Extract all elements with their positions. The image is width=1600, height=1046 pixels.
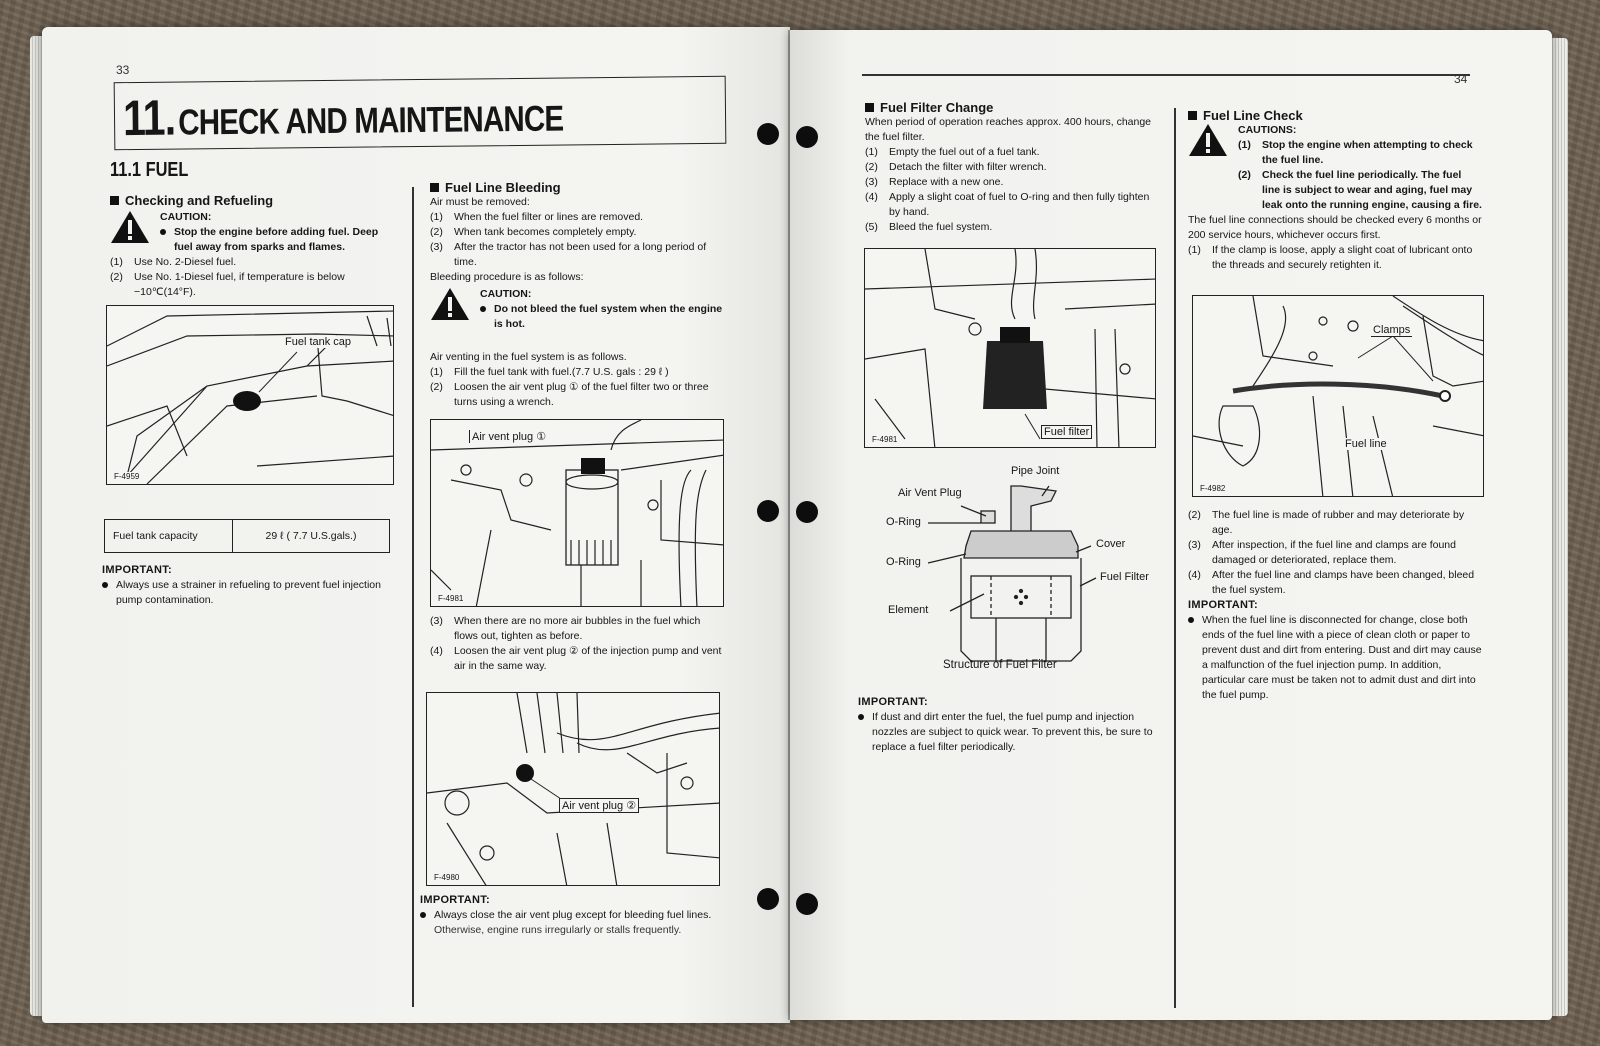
fuel-line-engine-illustration xyxy=(1193,296,1484,497)
caution-label: CAUTION: xyxy=(160,211,212,223)
square-bullet-icon xyxy=(430,183,439,192)
bullet-icon xyxy=(858,714,864,720)
label-pipe-joint: Pipe Joint xyxy=(1011,465,1060,477)
figure-id: F-4982 xyxy=(1200,484,1226,493)
important-text: Always use a strainer in refueling to prevent fuel injection pump contamination. xyxy=(116,579,381,606)
page-number: 33 xyxy=(116,63,130,77)
section-heading: Checking and Refueling xyxy=(110,193,398,208)
section-title: 11.1 FUEL xyxy=(110,159,189,181)
chapter-text: CHECK AND MAINTENANCE xyxy=(177,97,564,143)
square-bullet-icon xyxy=(110,196,119,205)
page-number: 34 xyxy=(1454,72,1468,86)
label-air-vent-plug: Air Vent Plug xyxy=(898,487,962,499)
callout-fuel-line: Fuel line xyxy=(1345,438,1387,450)
intro-text: When period of operation reaches approx. 400 hours, change the fuel filter. xyxy=(865,116,1152,143)
important-block xyxy=(102,563,392,608)
chapter-header xyxy=(114,76,727,150)
chapter-number: 11. xyxy=(122,89,176,147)
cautions-label: CAUTIONS: xyxy=(1238,124,1297,136)
bullet-icon xyxy=(420,912,426,918)
warning-triangle-icon xyxy=(1188,123,1228,157)
important-label: IMPORTANT: xyxy=(858,696,929,708)
binder-hole xyxy=(757,888,779,910)
important-note: Otherwise, engine runs irregularly or stalls frequently. xyxy=(434,924,682,936)
binder-hole xyxy=(757,500,779,522)
column-divider xyxy=(412,187,414,1007)
bullet-icon xyxy=(102,582,108,588)
capacity-value: 29 ℓ ( 7.7 U.S.gals.) xyxy=(233,520,390,553)
warning-triangle-icon xyxy=(430,287,470,321)
capacity-table xyxy=(104,519,390,553)
steps-list: (1) Use No. 2-Diesel fuel. (2) Use No. 1-Diesel fuel, if temperature is below −10℃(14°F). xyxy=(110,256,345,298)
callout-air-vent-plug-1: Air vent plug ① xyxy=(469,430,548,443)
label-element: Element xyxy=(888,604,929,616)
callout-fuel-tank-cap: Fuel tank cap xyxy=(285,336,352,348)
injection-pump-illustration xyxy=(427,693,720,886)
important-text: When the fuel line is disconnected for change, close both ends of the fuel line with a piece of clean cloth or paper to prevent dust and dirt from entering. Dust and dirt may cause a malfunction of the fuel injection pump. In addition, particular care must be taken not to admit dust and dirt into the fuel pump. xyxy=(1202,614,1482,701)
caution-block: CAUTIONS: (1) Stop the engine when attempting to check the fuel line. (2) Check the fuel line periodically. The fuel line is subject to wear and aging, fuel may leak onto the running engine, causing a fire. xyxy=(1188,123,1482,213)
caution-text: Do not bleed the fuel system when the engine is hot. xyxy=(494,303,723,330)
important-text: If dust and dirt enter the fuel, the fuel pump and injection nozzles are subject to quick wear. To prevent this, be sure to replace a fuel filter periodically. xyxy=(872,711,1153,753)
header-rule xyxy=(862,74,1470,76)
steps-b-list: (3) When there are no more air bubbles in the fuel which flows out, tighten as before. (4) Loosen the air vent plug ② of the injection pump and vent air in the same way. xyxy=(430,615,722,672)
square-bullet-icon xyxy=(1188,111,1197,120)
fuel-filter-engine-illustration xyxy=(431,420,724,607)
binder-hole xyxy=(757,123,779,145)
fuel-line-bleeding-section: Fuel Line Bleeding Air must be removed: (1) When the fuel filter or lines are removed. (2) When tank becomes completely empty. (3) After the tractor has not been used for a long period of time. Bleeding procedure is as follows: CAUTION: Do not bleed the fuel system when the engine is hot. Air venting in the fuel system is as follows. (1) Fill the fuel tank with fuel.(7.7 U.S. gals : 29 ℓ ) (2) Loosen the air vent plug ① of the fuel filter two or three turns using a wrench. xyxy=(430,180,726,410)
binder-hole xyxy=(796,126,818,148)
venting-intro: Air venting in the fuel system is as follows. xyxy=(430,351,627,363)
fuel-line-check-section: Fuel Line Check CAUTIONS: (1) Stop the engine when attempting to check the fuel line. (2) Check the fuel line periodically. The fuel line is subject to wear and aging, fuel may leak onto the running engine, causing a fire. The fuel line connections should be checked every 6 months or 200 service hours, whichever occurs first. (1) If the clamp is loose, apply a slight coat of lubricant onto the threads and securely retighten it. xyxy=(1188,108,1482,271)
figure-air-vent-plug-1 xyxy=(430,419,724,607)
figure-fuel-line-clamps xyxy=(1192,295,1484,497)
label-fuel-filter: Fuel Filter xyxy=(1100,571,1149,583)
important-label: IMPORTANT: xyxy=(1188,599,1259,611)
important-block xyxy=(858,695,1162,755)
checking-refueling-section xyxy=(110,193,398,300)
binder-hole xyxy=(796,501,818,523)
figure-id: F-4981 xyxy=(872,435,898,444)
important-label: IMPORTANT: xyxy=(102,564,173,576)
label-o-ring-2: O-Ring xyxy=(886,556,921,568)
fuel-filter-change-section: Fuel Filter Change When period of operation reaches approx. 400 hours, change the fuel filter. (1) Empty the fuel out of a fuel tank. (2) Detach the filter with filter wrench. (3) Replace with a new one. (4) Apply a slight coat of fuel to O-ring and then fully tighten by hand. (5) Bleed the fuel system. xyxy=(865,100,1161,235)
figure-id: F-4981 xyxy=(438,594,464,603)
binder-hole xyxy=(796,893,818,915)
bullet-icon xyxy=(480,306,486,312)
caution-block xyxy=(430,287,726,332)
procedure-intro: Bleeding procedure is as follows: xyxy=(430,271,584,283)
left-page xyxy=(42,27,790,1023)
caution-block xyxy=(110,210,398,255)
fuel-filter-engine-illustration xyxy=(865,249,1156,448)
bullet-icon xyxy=(160,229,166,235)
fuel-filter-structure-diagram xyxy=(866,466,1166,686)
chapter-title xyxy=(123,84,611,147)
intro-text: The fuel line connections should be checked every 6 months or 200 service hours, whichever occurs first. xyxy=(1188,214,1482,241)
diagram-caption: Structure of Fuel Filter xyxy=(943,659,1057,671)
right-page xyxy=(790,30,1552,1020)
column-divider xyxy=(1174,108,1176,1008)
figure-id: F-4980 xyxy=(434,873,460,882)
section-heading: Fuel Line Bleeding xyxy=(430,180,726,195)
important-label: IMPORTANT: xyxy=(420,894,491,906)
callout-air-vent-plug-2: Air vent plug ② xyxy=(559,798,639,813)
figure-air-vent-plug-2 xyxy=(426,692,720,886)
caution-text: Stop the engine before adding fuel. Deep fuel away from sparks and flames. xyxy=(174,226,379,253)
page-edges-right xyxy=(1552,38,1568,1016)
important-block xyxy=(420,893,722,938)
steps-b-list: (2) The fuel line is made of rubber and may deteriorate by age. (3) After inspection, if the fuel line and clamps are found damaged or deteriorated, replace them. (4) After the fuel line and clamps have been changed, bleed the fuel system. IMPORTANT: When the fuel line is disconnected for change, close both ends of the fuel line with a piece of clean cloth or paper to prevent dust and dirt from entering. Dust and dirt may cause a malfunction of the fuel injection pump. In addition, particular care must be taken not to admit dust and dirt into the fuel pump. xyxy=(1188,508,1484,703)
square-bullet-icon xyxy=(865,103,874,112)
fuel-tank-illustration xyxy=(107,306,394,485)
figure-id: F-4959 xyxy=(114,472,140,481)
label-o-ring-1: O-Ring xyxy=(886,516,921,528)
section-heading: Fuel Line Check xyxy=(1188,108,1482,123)
capacity-label: Fuel tank capacity xyxy=(105,520,233,553)
label-cover: Cover xyxy=(1096,538,1126,550)
figure-fuel-filter xyxy=(864,248,1156,448)
warning-triangle-icon xyxy=(110,210,150,244)
callout-clamps: Clamps xyxy=(1373,324,1411,336)
caution-label: CAUTION: xyxy=(480,288,532,300)
important-text: Always close the air vent plug except for bleeding fuel lines. xyxy=(434,909,712,921)
bullet-icon xyxy=(1188,617,1194,623)
section-heading: Fuel Filter Change xyxy=(865,100,1161,115)
callout-fuel-filter: Fuel filter xyxy=(1041,425,1092,439)
intro-text: Air must be removed: xyxy=(430,196,530,208)
figure-fuel-tank xyxy=(106,305,394,485)
